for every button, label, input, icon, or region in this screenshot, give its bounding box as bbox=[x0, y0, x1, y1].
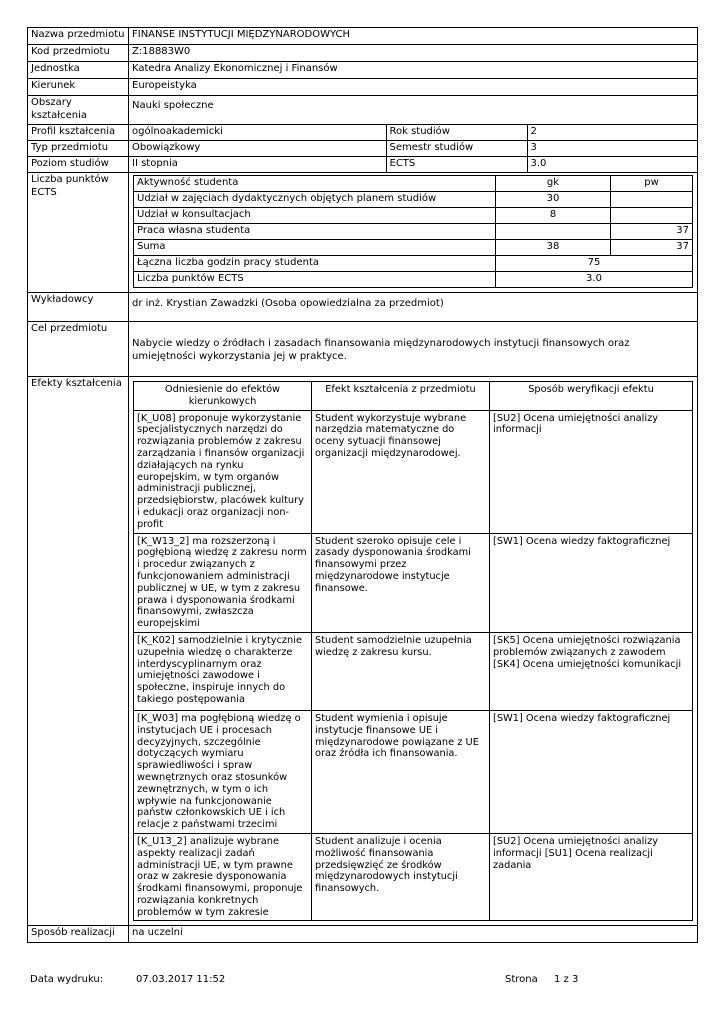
profil-row bbox=[129, 125, 697, 140]
ects-row-activity: Udział w zajęciach dydaktycznych objętych planem studiów bbox=[134, 192, 496, 208]
ects-header-pw: pw bbox=[611, 176, 693, 192]
effect-description: Student wymienia i opisuje instytucje finansowe UE i międzynarodowe powiązane z UE oraz źródła ich finansowania. bbox=[312, 710, 490, 833]
ects-row-pw: 37 bbox=[611, 240, 693, 256]
effect-description: Student analizuje i ocenia możliwość finansowania przedsięwzięć ze środków międzynarodowych instytucji finansowych. bbox=[312, 833, 490, 921]
label-cel: Cel przedmiotu bbox=[28, 322, 129, 377]
effects-header-effect: Efekt kształcenia z przedmiotu bbox=[312, 382, 490, 411]
ects-row-pw bbox=[611, 208, 693, 224]
print-date: 07.03.2017 11:52 bbox=[136, 974, 226, 985]
ects-header-activity: Aktywność studenta bbox=[134, 176, 496, 192]
label-wykladowcy: Wykładowcy bbox=[28, 293, 129, 322]
value-semestr: 3 bbox=[530, 142, 537, 153]
ects-row-gk: 38 bbox=[496, 240, 611, 256]
effect-verification: [SW1] Ocena wiedzy faktograficznej bbox=[490, 533, 693, 632]
effects-header-ref: Odniesienie do efektów kierunkowych bbox=[134, 382, 312, 411]
value-typ: Obowiązkowy bbox=[129, 141, 386, 156]
ects-row-activity: Praca własna studenta bbox=[134, 224, 496, 240]
page-number: 1 z 3 bbox=[554, 974, 579, 985]
label-ects: ECTS bbox=[386, 157, 527, 172]
ects-row-gk: 8 bbox=[496, 208, 611, 224]
value-cel: Nabycie wiedzy o źródłach i zasadach finansowania międzynarodowych instytucji finansowych oraz umiejętności wykorzystania jej w praktyce. bbox=[129, 322, 698, 377]
effect-verification: [SU2] Ocena umiejętności analizy informacji bbox=[490, 410, 693, 533]
effect-verification: [SU2] Ocena umiejętności analizy informacji [SU1] Ocena realizacji zadania bbox=[490, 833, 693, 921]
label-nazwa: Nazwa przedmiotu bbox=[28, 28, 129, 45]
ects-row-gk: 30 bbox=[496, 192, 611, 208]
value-obszary: Nauki społeczne bbox=[129, 96, 698, 125]
effect-ref: [K_U08] proponuje wykorzystanie specjalistycznych narzędzi do rozwiązania problemów z zakresu zarządzania i finansów organizacji działających na rynku europejskim, w tym organów administracji publicznej, przedsiębiorstw, placówek kultury i edukacji oraz organizacji non-profit bbox=[134, 410, 312, 533]
value-wykladowcy: dr inż. Krystian Zawadzki (Osoba opowiedzialna za przedmiot) bbox=[129, 293, 698, 322]
label-kierunek: Kierunek bbox=[28, 79, 129, 96]
effect-ref: [K_W13_2] ma rozszerzoną i pogłębioną wiedzę z zakresu norm i procedur związanych z funkcjonowaniem administracji publicznej w UE, w tym z zakresu prawa i dysponowania środkami finansowymi, zwłaszcza europejskimi bbox=[134, 533, 312, 632]
effect-ref: [K_U13_2] analizuje wybrane aspekty realizacji zadań administracji UE, w tym prawne oraz w zakresie dysponowania środkami finansowymi, proponuje rozwiązania konkretnych problemów w tym zakresie bbox=[134, 833, 312, 921]
print-date-label: Data wydruku: bbox=[30, 974, 104, 985]
value-poziom: II stopnia bbox=[129, 157, 386, 172]
effect-verification: [SW1] Ocena wiedzy faktograficznej bbox=[490, 710, 693, 833]
effect-ref: [K_W03] ma pogłębioną wiedzę o instytucjach UE i procesach decyzyjnych, szczególnie dotyczących wymiaru sprawiedliwości i spraw wewnętrznych oraz stosunków zewnętrznych, w tym o ich wpływie na funkcjonowanie państw członkowskich UE i ich relacje z państwami trzecimi bbox=[134, 710, 312, 833]
label-realizacja: Sposób realizacji bbox=[28, 926, 129, 943]
label-typ: Typ przedmiotu bbox=[28, 141, 129, 157]
value-kod: Z:18883W0 bbox=[129, 45, 698, 62]
value-rok: 2 bbox=[530, 126, 537, 137]
value-ects: 3.0 bbox=[530, 158, 547, 169]
label-semestr: Semestr studiów bbox=[386, 141, 527, 156]
ects-row-pw bbox=[611, 192, 693, 208]
course-info-table bbox=[27, 27, 698, 943]
value-kierunek: Europeistyka bbox=[129, 79, 698, 96]
label-kod: Kod przedmiotu bbox=[28, 45, 129, 62]
ects-total-points-label: Liczba punktów ECTS bbox=[134, 272, 496, 288]
ects-row-activity: Suma bbox=[134, 240, 496, 256]
label-poziom: Poziom studiów bbox=[28, 157, 129, 173]
typ-row bbox=[129, 141, 697, 156]
effects-header-verification: Sposób weryfikacji efektu bbox=[490, 382, 693, 411]
label-efekty: Efekty kształcenia bbox=[28, 377, 129, 926]
effect-verification: [SK5] Ocena umiejętności rozwiązania problemów związanych z zawodem [SK4] Ocena umiejętności komunikacji bbox=[490, 632, 693, 710]
ects-table bbox=[133, 175, 693, 288]
ects-row-activity: Udział w konsultacjach bbox=[134, 208, 496, 224]
page-footer bbox=[0, 974, 725, 988]
effect-description: Student wykorzystuje wybrane narzędzia matematyczne do oceny sytuacji finansowej organizacji międzynarodowej. bbox=[312, 410, 490, 533]
page-label: Strona bbox=[505, 974, 538, 985]
ects-row-pw: 37 bbox=[611, 224, 693, 240]
ects-row-gk bbox=[496, 224, 611, 240]
effect-description: Student szeroko opisuje cele i zasady dysponowania środkami finansowymi przez międzynarodowe instytucje finansowe. bbox=[312, 533, 490, 632]
label-obszary: Obszary kształcenia bbox=[28, 96, 129, 125]
label-rok: Rok studiów bbox=[386, 125, 527, 140]
ects-total-hours-value: 75 bbox=[496, 256, 693, 272]
poziom-row bbox=[129, 157, 697, 172]
effect-description: Student samodzielnie uzupełnia wiedzę z zakresu kursu. bbox=[312, 632, 490, 710]
value-nazwa: FINANSE INSTYTUCJI MIĘDZYNARODOWYCH bbox=[129, 28, 698, 45]
value-realizacja: na uczelni bbox=[129, 926, 698, 943]
effect-ref: [K_K02] samodzielnie i krytycznie uzupełnia wiedzę o charakterze interdyscyplinarnym oraz umiejętności zawodowe i społeczne, inspiruje innych do takiego postępowania bbox=[134, 632, 312, 710]
ects-header-gk: gk bbox=[496, 176, 611, 192]
ects-total-points-value: 3.0 bbox=[496, 272, 693, 288]
value-jednostka: Katedra Analizy Ekonomicznej i Finansów bbox=[129, 62, 698, 79]
value-profil: ogólnoakademicki bbox=[129, 125, 386, 140]
label-ects-points: Liczba punktów ECTS bbox=[28, 173, 129, 293]
label-jednostka: Jednostka bbox=[28, 62, 129, 79]
label-profil: Profil kształcenia bbox=[28, 125, 129, 141]
effects-table bbox=[133, 381, 693, 921]
ects-total-hours-label: Łączna liczba godzin pracy studenta bbox=[134, 256, 496, 272]
